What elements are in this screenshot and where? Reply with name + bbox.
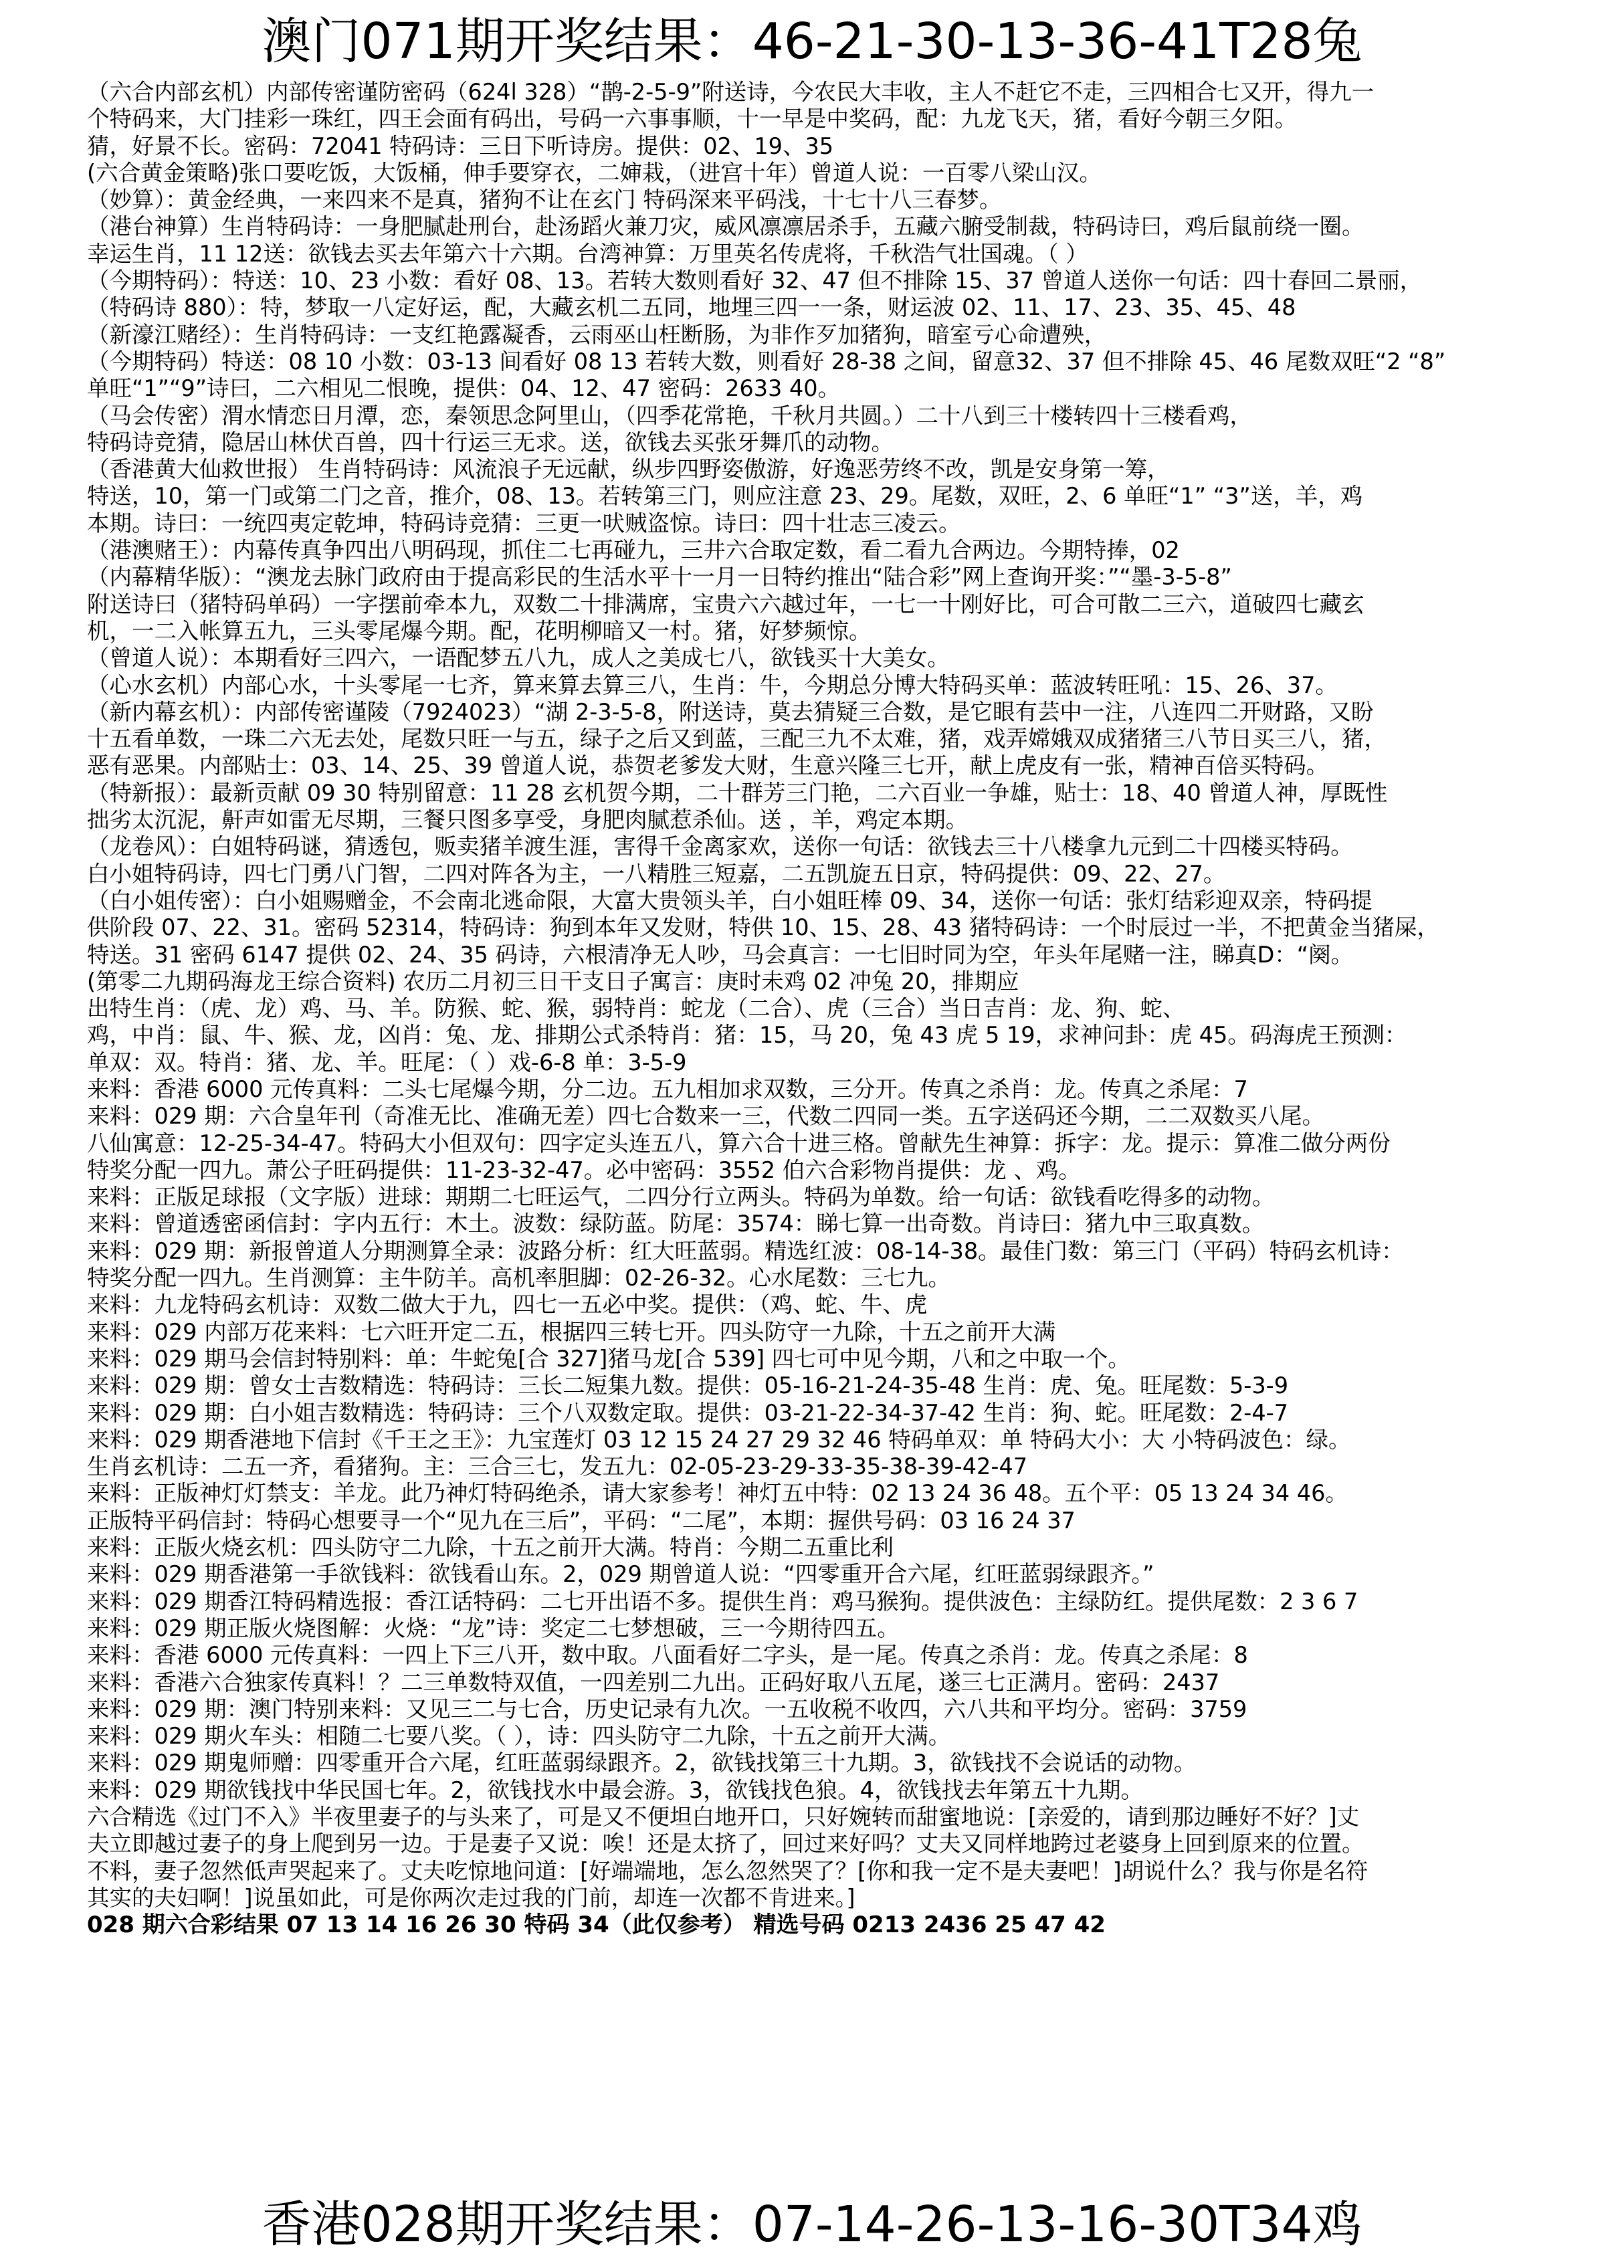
text-line: 来料：九龙特码玄机诗：双数二做大于九，四七一五必中奖。提供：（鸡、蛇、牛、虎 bbox=[87, 1292, 928, 1318]
text-line: 来料：029 期：澳门特别来料：又见三二与七合，历史记录有九次。一五收税不收四，六八共和平均分。密码：3759 bbox=[87, 1695, 1247, 1722]
text-line: 单旺“1”“9”诗曰，二六相见二恨晚，提供：04、12、47 密码：2633 40。 bbox=[87, 375, 841, 402]
text-line: 来料：029 期火车头：相随二七要八奖。（ ），诗：四头防守二九除，十五之前开大满。 bbox=[87, 1723, 951, 1750]
text-line: （曾道人说）：本期看好三四六，一语配梦五八九，成人之美成七八，欲钱买十大美女。 bbox=[87, 645, 950, 672]
text-line: 个特码来，大门挂彩一珠红，四王会面有码出，号码一六事事顺，十一早是中奖码，配：九龙飞天，猪，看好今朝三夕阳。 bbox=[87, 106, 1297, 132]
text-line: 八仙寓意：12-25-34-47。特码大小但双句：四字定头连五八，算六合十进三格。曾献先生神算：拆字：龙。提示：算准二做分两份 bbox=[87, 1130, 1391, 1156]
footer-title: 香港028期开奖结果：07-14-26-13-16-30T34鸡 bbox=[262, 2196, 1362, 2253]
text-line: 来料：正版神灯灯禁支：羊龙。此乃神灯特码绝杀，请大家参考！神灯五中特：02 13 24 36 48。五个平：05 13 24 34 46。 bbox=[87, 1480, 1348, 1507]
text-line: 十五看单数，一珠二六无去处，尾数只旺一与五，绿子之后又到蓝，三配三九不太难，猪，戏弄嫦娥双成猪猪三八节日买三八，猪， bbox=[87, 726, 1387, 752]
text-line: 拙劣太沉泥，鼾声如雷无尽期，三餐只图多享受，身肥肉腻惹杀仙。送 ，羊，鸡定本期。 bbox=[87, 807, 969, 833]
document-body bbox=[87, 79, 1545, 1938]
text-line: （港澳赌王）：内幕传真争四出八明码现，抓住二七再碰九，三井六合取定数，看二看九合两边。今期特捧，02 bbox=[87, 537, 1180, 564]
text-line: 特送。31 密码 6147 提供 02、24、35 码诗，六根清净无人吵，马会真言：一七旧时同为空，年头年尾赌一注，睇真D：“阕。 bbox=[87, 941, 1354, 968]
text-line: 来料：香港 6000 元传真料：二头七尾爆今期，分二边。五九相加求双数，三分开。传真之杀肖：龙。传真之杀尾：7 bbox=[87, 1075, 1248, 1102]
text-line: （今期特码）特送：08 10 小数：03-13 间看好 08 13 若转大数，则看好 28-38 之间，留意32、37 但不排除 45、46 尾数双旺“2 “8” bbox=[87, 348, 1446, 375]
text-line: 恶有恶果。内部贴士：03、14、25、39 曾道人说，恭贺老爹发大财，生意兴隆三七开，献上虎皮有一张，精神百倍买特码。 bbox=[87, 752, 1329, 779]
text-line: 来料：029 期香港第一手欲钱料：欲钱看山东。2，029 期曾道人说：“四零重开合六尾，红旺蓝弱绿跟齐。” bbox=[87, 1561, 1154, 1588]
text-line: （内幕精华版）：“澳龙去脉门政府由于提高彩民的生活水平十一月一日特约推出“陆合彩”网上查询开奖：”“墨-3-5-8” bbox=[87, 564, 1232, 591]
text-line: 出特生肖：（虎、龙）鸡、马、羊。防猴、蛇、猴，弱特肖：蛇龙（二合）、虎（三合）当日吉肖：龙、狗、蛇、 bbox=[87, 995, 1185, 1022]
text-line: (第零二九期码海龙王综合资料) 农历二月初三日干支日子寓言：庚时未鸡 02 冲兔 20，排期应 bbox=[87, 968, 1019, 995]
text-line: 机，一二入帐算五九，三头零尾爆今期。配，花明柳暗又一村。猪，好梦频惊。 bbox=[87, 617, 872, 644]
text-line: （今期特码）：特送：10、23 小数：看好 08、13。若转大数则看好 32、47 但不排除 15、37 曾道人送你一句话：四十春回二景丽， bbox=[87, 268, 1423, 294]
text-line: 六合精选《过门不入》半夜里妻子的与头来了，可是又不便坦白地开口，只好婉转而甜蜜地说：[亲爱的，请到那边睡好不好？]丈 bbox=[87, 1804, 1360, 1830]
text-line: （香港黄大仙救世报） 生肖特码诗：风流浪子无远献，纵步四野姿傲游，好逸恶劳终不改，凯是安身第一筹， bbox=[87, 456, 1170, 483]
text-line: 来料：029 期：白小姐吉数精选：特码诗：三个八双数定取。提供：03-21-22-34-37-42 生肖：狗、蛇。旺尾数：2-4-7 bbox=[87, 1399, 1289, 1426]
text-line: 生肖玄机诗：二五一齐，看猪狗。主：三合三七，发五九：02-05-23-29-33-35-38-39-42-47 bbox=[87, 1453, 1028, 1480]
text-line: （六合内部玄机）内部传密谨防密码（624l 328）“鹊-2-5-9”附送诗，今农民大丰收，主人不赶它不走，三四相合七又开，得九一 bbox=[87, 79, 1375, 105]
text-line: 夫立即越过妻子的身上爬到另一边。于是妻子又说：唉！还是太挤了，回过来好吗？丈夫又同样地跨过老婆身上回到原来的位置。 bbox=[87, 1831, 1364, 1857]
text-line: （妙算）：黄金经典，一来四来不是真，猪狗不让在玄门 特码深来平码浅，十七十八三春梦。 bbox=[87, 187, 1002, 213]
text-line: （龙卷风）：白姐特码谜，猜透包，贩卖猪羊渡生涯，害得千金离家欢，送你一句话：欲钱去三十八楼拿九元到二十四楼买特码。 bbox=[87, 833, 1353, 860]
text-line: 来料：香港 6000 元传真料：一四上下三八开，数中取。八面看好二字头，是一尾。传真之杀肖：龙。传真之杀尾：8 bbox=[87, 1642, 1248, 1669]
text-line: 来料：029 期香港地下信封《千王之王》：九宝莲灯 03 12 15 24 27 29 32 46 特码单双：单 特码大小：大 小特码波色：绿。 bbox=[87, 1426, 1351, 1453]
text-line: （新濠江赌经）：生肖特码诗：一支红艳露凝香，云雨巫山枉断肠，为非作歹加猪狗，暗室亏心命遭殃， bbox=[87, 321, 1107, 348]
text-line: 特奖分配一四九。萧公子旺码提供：11-23-32-47。必中密码：3552 伯六合彩物肖提供：龙 、鸡。 bbox=[87, 1156, 1081, 1183]
page-title: 澳门071期开奖结果：46-21-30-13-36-41T28兔 bbox=[262, 13, 1362, 70]
text-line: 附送诗曰（猪特码单码）一字摆前牵本九，双数二十排满席，宝贵六六越过年，一七一十刚好比，可合可散二三六，道破四七藏玄 bbox=[87, 591, 1364, 617]
text-line: （心水玄机）内部心水，十头零尾一七齐，算来算去算三八，生肖：牛，今期总分博大特码买单：蓝波转旺吼：15、26、37。 bbox=[87, 672, 1338, 698]
text-line: 其实的夫妇啊！]说虽如此，可是你两次走过我的门前，却连一次都不肯进来。] bbox=[87, 1884, 855, 1911]
text-line: （新内幕玄机）：内部传密谨陵（7924023）“湖 2-3-5-8，附送诗，莫去猜疑三合数，是它眼有芸中一注，八连四二开财路，又盼 bbox=[87, 698, 1374, 725]
text-line: 来料：029 期欲钱找中华民国七年。2，欲钱找水中最会游。3，欲钱找色狼。4，欲钱找去年第五十九期。 bbox=[87, 1776, 1144, 1803]
text-line: (六合黄金策略)张口要吃饭，大饭桶，伸手要穿衣，二婶栽，（进宫十年）曾道人说：一百零八梁山汉。 bbox=[87, 159, 1102, 186]
text-line: 来料：正版火烧玄机：四头防守二九除，十五之前开大满。特肖：今期二五重比利 bbox=[87, 1534, 894, 1561]
text-line: 来料：029 期：曾女士吉数精选：特码诗：三长二短集九数。提供：05-16-21-24-35-48 生肖：虎、兔。旺尾数：5-3-9 bbox=[87, 1372, 1289, 1399]
text-line: 本期。诗曰：一统四夷定乾坤，特码诗竞猜：三更一吠贼盗惊。诗曰：四十壮志三凌云。 bbox=[87, 510, 961, 536]
text-line: 不料，妻子忽然低声哭起来了。丈夫吃惊地问道：[好端端地，怎么忽然哭了？[你和我一定不是夫妻吧！]胡说什么？我与你是名符 bbox=[87, 1857, 1368, 1884]
text-line: （特新报）：最新贡献 09 30 特别留意：11 28 玄机贺今期，二十群芳三门艳，二六百业一争雄，贴士：18、40 曾道人神，厚既性 bbox=[87, 779, 1388, 806]
text-line: 来料：曾道透密函信封：字内五行：木土。波数：绿防蓝。防尾：3574：睇七算一出奇数。肖诗曰：猪九中三取真数。 bbox=[87, 1211, 1265, 1237]
text-line: 特奖分配一四九。生肖测算：主牛防羊。高机率胆脚：02-26-32。心水尾数：三七九。 bbox=[87, 1265, 951, 1292]
text-line: （港台神算）生肖特码诗：一身肥腻赴刑台，赴汤蹈火兼刀灾，威风凛凛居杀手，五藏六腑受制裁，特码诗曰，鸡后鼠前绕一圈。 bbox=[87, 213, 1364, 240]
text-line: 来料：029 内部万花来料：七六旺开定二五，根据四三转七开。四头防守一九除，十五之前开大满 bbox=[87, 1318, 1056, 1345]
text-line: （白小姐传密）：白小姐赐赠金，不会南北逃命限，大富大贵领头羊，白小姐旺棒 09、34，送你一句话：张灯结彩迎双亲，特码提 bbox=[87, 887, 1373, 914]
text-line: 特送，10，第一门或第二门之音，推介，08、13。若转第三门，则应注意 23、29。尾数，双旺，2、6 单旺“1” “3”送，羊，鸡 bbox=[87, 483, 1363, 510]
text-line: 来料：029 期正版火烧图解：火烧：“龙”诗：奖定二七梦想破，三一今期待四五。 bbox=[87, 1615, 900, 1641]
text-line: 来料：029 期：新报曾道人分期测算全录：波路分析：红大旺蓝弱。精选红波：08-14-38。最佳门数：第三门（平码）特码玄机诗： bbox=[87, 1237, 1404, 1264]
text-line: 来料：029 期鬼师赠：四零重开合六尾，红旺蓝弱绿跟齐。2，欲钱找第三十九期。3，欲钱找不会说话的动物。 bbox=[87, 1750, 1197, 1776]
text-line: 来料：正版足球报（文字版）进球：期期二七旺运气，二四分行立两头。特码为单数。给一句话：欲钱看吃得多的动物。 bbox=[87, 1184, 1275, 1211]
text-line: 单双：双。特肖：猪、龙、羊。旺尾：（ ）戏-6-8 单：3-5-9 bbox=[87, 1049, 687, 1075]
text-line: 鸡，中肖：鼠、牛、猴、龙，凶肖：兔、龙、排期公式杀特肖：猪：15，马 20，兔 43 虎 5 19，求神问卦：虎 45。码海虎王预测： bbox=[87, 1022, 1407, 1049]
result-line: 028 期六合彩结果 07 13 14 16 26 30 特码 34（此仅参考） 精选号码 0213 2436 25 47 42 bbox=[87, 1912, 1106, 1939]
text-line: 来料：029 期：六合皇年刊（奇准无比、准确无差）四七合数来一三，代数二四同一类。五字送码还今期，二二双数买八尾。 bbox=[87, 1103, 1325, 1130]
text-line: 正版特平码信封：特码心想要寻一个“见九在三后”，平码：“二尾”，本期：握供号码：03 16 24 37 bbox=[87, 1507, 1076, 1534]
text-line: 特码诗竞猜，隐居山林伏百兽，四十行运三无求。送，欲钱去买张牙舞爪的动物。 bbox=[87, 429, 894, 455]
text-line: 白小姐特码诗，四七门勇八门智，二四对阵各为主，一八精胜三短嘉，二五凯旋五日京，特码提供：09、22、27。 bbox=[87, 860, 1226, 887]
text-line: 供阶段 07、22、31。密码 52314，特码诗：狗到本年又发财，特供 10、15、28、43 猪特码诗：一个时辰过一半，不把黄金当猪屎， bbox=[87, 914, 1440, 941]
text-line: 猜，好景不长。密码：72041 特码诗：三日下听诗房。提供：02、19、35 bbox=[87, 132, 834, 159]
text-line: （马会传密）渭水情恋日月潭，恋，秦领思念阿里山，（四季花常艳，千秋月共圆。）二十八到三十楼转四十三楼看鸡， bbox=[87, 402, 1252, 429]
text-line: 来料：029 期马会信封特别料：单：牛蛇兔[合 327]猪马龙[合 539] 四七可中见今期，八和之中取一个。 bbox=[87, 1345, 1130, 1372]
text-line: 幸运生肖，11 12送：欲钱去买去年第六十六期。台湾神算：万里英名传虎将，千秋浩气壮国魂。（ ） bbox=[87, 240, 1088, 267]
text-line: （特码诗 880）：特，梦取一八定好运，配，大藏玄机二五同，地埋三四一一条，财运波 02、11、17、23、35、45、48 bbox=[87, 294, 1296, 321]
text-line: 来料：029 期香江特码精选报：香江话特码：二七开出语不多。提供生肖：鸡马猴狗。提供波色：主绿防红。提供尾数：2 3 6 7 bbox=[87, 1588, 1358, 1615]
text-line: 来料：香港六合独家传真料！？二三单数特双值，一四差别二九出。正码好取八五尾，遂三七正满月。密码：2437 bbox=[87, 1669, 1220, 1695]
